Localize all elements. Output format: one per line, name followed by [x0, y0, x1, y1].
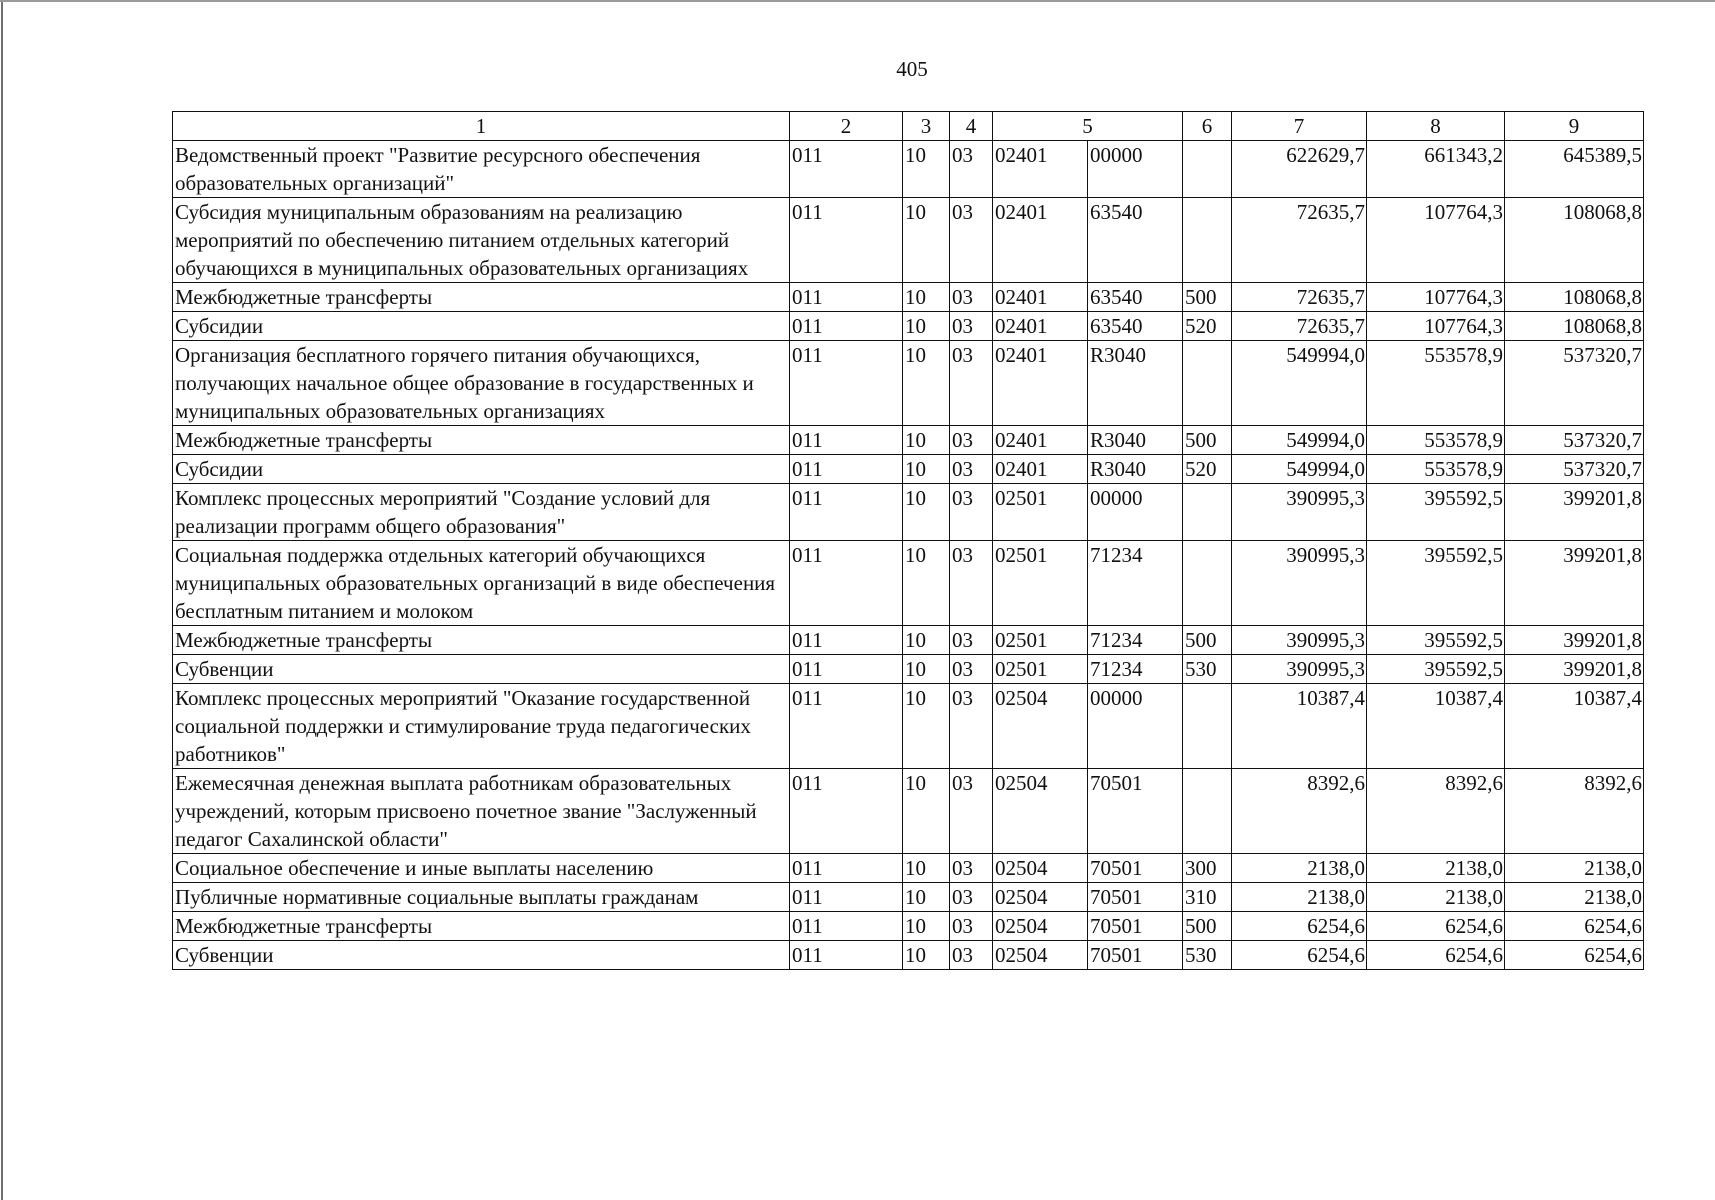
amount-col9-cell: 399201,8 — [1505, 655, 1644, 684]
direction-code-cell: 63540 — [1088, 283, 1183, 312]
program-code-cell: 02504 — [993, 883, 1088, 912]
ministry-code-cell: 011 — [790, 769, 903, 854]
amount-col9-cell: 8392,6 — [1505, 769, 1644, 854]
amount-col9-cell: 645389,5 — [1505, 141, 1644, 198]
scan-edge-left — [1, 0, 3, 1200]
table-header-row — [173, 112, 1644, 141]
amount-col8-cell: 661343,2 — [1367, 141, 1505, 198]
section-code-cell: 10 — [903, 912, 950, 941]
subsection-code-cell: 03 — [950, 883, 993, 912]
row-name-cell: Комплекс процессных мероприятий "Создание условий для реализации программ общего образования" — [173, 484, 790, 541]
table-row — [173, 769, 1644, 854]
ministry-code-cell: 011 — [790, 283, 903, 312]
ministry-code-cell: 011 — [790, 684, 903, 769]
program-code-cell: 02501 — [993, 626, 1088, 655]
amount-col7-cell: 390995,3 — [1232, 484, 1367, 541]
ministry-code-cell: 011 — [790, 912, 903, 941]
page-number: 405 — [896, 57, 928, 81]
ministry-code-cell: 011 — [790, 883, 903, 912]
section-code-cell: 10 — [903, 655, 950, 684]
ministry-code-cell: 011 — [790, 455, 903, 484]
column-header-1: 1 — [173, 112, 790, 141]
amount-col9-cell: 399201,8 — [1505, 484, 1644, 541]
program-code-cell: 02401 — [993, 141, 1088, 198]
subsection-code-cell: 03 — [950, 141, 993, 198]
amount-col9-cell: 537320,7 — [1505, 455, 1644, 484]
ministry-code-cell: 011 — [790, 484, 903, 541]
direction-code-cell: 00000 — [1088, 684, 1183, 769]
program-code-cell: 02401 — [993, 426, 1088, 455]
amount-col8-cell: 6254,6 — [1367, 912, 1505, 941]
subsection-code-cell: 03 — [950, 426, 993, 455]
expense-type-cell: 500 — [1183, 283, 1232, 312]
amount-col8-cell: 395592,5 — [1367, 626, 1505, 655]
program-code-cell: 02401 — [993, 312, 1088, 341]
amount-col7-cell: 390995,3 — [1232, 655, 1367, 684]
row-name-cell: Комплекс процессных мероприятий "Оказание государственной социальной поддержки и стимулирование труда педагогических работников" — [173, 684, 790, 769]
subsection-code-cell: 03 — [950, 655, 993, 684]
section-code-cell: 10 — [903, 541, 950, 626]
section-code-cell: 10 — [903, 684, 950, 769]
expense-type-cell: 500 — [1183, 626, 1232, 655]
amount-col7-cell: 72635,7 — [1232, 283, 1367, 312]
program-code-cell: 02401 — [993, 341, 1088, 426]
column-header-6: 6 — [1183, 112, 1232, 141]
ministry-code-cell: 011 — [790, 312, 903, 341]
ministry-code-cell: 011 — [790, 626, 903, 655]
amount-col8-cell: 395592,5 — [1367, 541, 1505, 626]
section-code-cell: 10 — [903, 769, 950, 854]
amount-col8-cell: 553578,9 — [1367, 341, 1505, 426]
subsection-code-cell: 03 — [950, 854, 993, 883]
scan-edge-top — [0, 0, 1715, 2]
direction-code-cell: R3040 — [1088, 455, 1183, 484]
expense-type-cell: 530 — [1183, 941, 1232, 970]
amount-col7-cell: 549994,0 — [1232, 426, 1367, 455]
column-header-7: 7 — [1232, 112, 1367, 141]
table-row — [173, 141, 1644, 198]
amount-col7-cell: 6254,6 — [1232, 941, 1367, 970]
row-name-cell: Межбюджетные трансферты — [173, 912, 790, 941]
section-code-cell: 10 — [903, 141, 950, 198]
table-row — [173, 854, 1644, 883]
expense-type-cell: 310 — [1183, 883, 1232, 912]
table-row — [173, 426, 1644, 455]
section-code-cell: 10 — [903, 312, 950, 341]
subsection-code-cell: 03 — [950, 198, 993, 283]
amount-col7-cell: 8392,6 — [1232, 769, 1367, 854]
amount-col9-cell: 399201,8 — [1505, 541, 1644, 626]
row-name-cell: Субвенции — [173, 655, 790, 684]
table-row — [173, 684, 1644, 769]
column-header-8: 8 — [1367, 112, 1505, 141]
budget-table — [172, 111, 1644, 970]
section-code-cell: 10 — [903, 941, 950, 970]
amount-col7-cell: 549994,0 — [1232, 455, 1367, 484]
amount-col7-cell: 390995,3 — [1232, 626, 1367, 655]
program-code-cell: 02501 — [993, 541, 1088, 626]
expense-type-cell: 500 — [1183, 426, 1232, 455]
amount-col7-cell: 549994,0 — [1232, 341, 1367, 426]
amount-col9-cell: 108068,8 — [1505, 312, 1644, 341]
direction-code-cell: 70501 — [1088, 854, 1183, 883]
row-name-cell: Межбюджетные трансферты — [173, 626, 790, 655]
amount-col9-cell: 537320,7 — [1505, 341, 1644, 426]
row-name-cell: Ведомственный проект "Развитие ресурсного обеспечения образовательных организаций" — [173, 141, 790, 198]
amount-col9-cell: 108068,8 — [1505, 283, 1644, 312]
row-name-cell: Публичные нормативные социальные выплаты гражданам — [173, 883, 790, 912]
column-header-5: 5 — [993, 112, 1183, 141]
program-code-cell: 02504 — [993, 769, 1088, 854]
program-code-cell: 02504 — [993, 684, 1088, 769]
section-code-cell: 10 — [903, 283, 950, 312]
subsection-code-cell: 03 — [950, 941, 993, 970]
ministry-code-cell: 011 — [790, 655, 903, 684]
expense-type-cell — [1183, 769, 1232, 854]
row-name-cell: Социальная поддержка отдельных категорий обучающихся муниципальных образовательных организаций в виде обеспечения бесплатным питанием и молоком — [173, 541, 790, 626]
expense-type-cell: 530 — [1183, 655, 1232, 684]
column-header-2: 2 — [790, 112, 903, 141]
expense-type-cell — [1183, 341, 1232, 426]
amount-col9-cell: 399201,8 — [1505, 626, 1644, 655]
amount-col9-cell: 6254,6 — [1505, 912, 1644, 941]
column-header-3: 3 — [903, 112, 950, 141]
section-code-cell: 10 — [903, 484, 950, 541]
ministry-code-cell: 011 — [790, 854, 903, 883]
subsection-code-cell: 03 — [950, 283, 993, 312]
amount-col9-cell: 2138,0 — [1505, 883, 1644, 912]
subsection-code-cell: 03 — [950, 769, 993, 854]
amount-col8-cell: 553578,9 — [1367, 455, 1505, 484]
amount-col8-cell: 107764,3 — [1367, 198, 1505, 283]
section-code-cell: 10 — [903, 426, 950, 455]
amount-col9-cell: 6254,6 — [1505, 941, 1644, 970]
amount-col7-cell: 72635,7 — [1232, 312, 1367, 341]
direction-code-cell: 00000 — [1088, 141, 1183, 198]
amount-col8-cell: 8392,6 — [1367, 769, 1505, 854]
direction-code-cell: 70501 — [1088, 883, 1183, 912]
amount-col9-cell: 2138,0 — [1505, 854, 1644, 883]
table-row — [173, 655, 1644, 684]
program-code-cell: 02501 — [993, 655, 1088, 684]
program-code-cell: 02401 — [993, 455, 1088, 484]
program-code-cell: 02504 — [993, 941, 1088, 970]
row-name-cell: Субсидии — [173, 312, 790, 341]
amount-col8-cell: 6254,6 — [1367, 941, 1505, 970]
amount-col8-cell: 107764,3 — [1367, 312, 1505, 341]
row-name-cell: Субсидия муниципальным образованиям на реализацию мероприятий по обеспечению питанием отдельных категорий обучающихся в муниципальных образовательных организациях — [173, 198, 790, 283]
section-code-cell: 10 — [903, 198, 950, 283]
column-header-4: 4 — [950, 112, 993, 141]
amount-col8-cell: 2138,0 — [1367, 883, 1505, 912]
table-row — [173, 941, 1644, 970]
program-code-cell: 02401 — [993, 283, 1088, 312]
amount-col8-cell: 553578,9 — [1367, 426, 1505, 455]
section-code-cell: 10 — [903, 854, 950, 883]
expense-type-cell: 500 — [1183, 912, 1232, 941]
table-row — [173, 484, 1644, 541]
section-code-cell: 10 — [903, 455, 950, 484]
amount-col8-cell: 395592,5 — [1367, 484, 1505, 541]
amount-col7-cell: 6254,6 — [1232, 912, 1367, 941]
program-code-cell: 02504 — [993, 912, 1088, 941]
amount-col7-cell: 390995,3 — [1232, 541, 1367, 626]
amount-col7-cell: 2138,0 — [1232, 883, 1367, 912]
amount-col7-cell: 10387,4 — [1232, 684, 1367, 769]
amount-col7-cell: 622629,7 — [1232, 141, 1367, 198]
subsection-code-cell: 03 — [950, 541, 993, 626]
table-row — [173, 883, 1644, 912]
table-row — [173, 312, 1644, 341]
subsection-code-cell: 03 — [950, 455, 993, 484]
amount-col7-cell: 72635,7 — [1232, 198, 1367, 283]
table-row — [173, 341, 1644, 426]
subsection-code-cell: 03 — [950, 684, 993, 769]
table-row — [173, 912, 1644, 941]
direction-code-cell: 71234 — [1088, 541, 1183, 626]
direction-code-cell: 70501 — [1088, 941, 1183, 970]
ministry-code-cell: 011 — [790, 341, 903, 426]
ministry-code-cell: 011 — [790, 198, 903, 283]
table-row — [173, 626, 1644, 655]
direction-code-cell: 70501 — [1088, 769, 1183, 854]
row-name-cell: Субвенции — [173, 941, 790, 970]
row-name-cell: Субсидии — [173, 455, 790, 484]
ministry-code-cell: 011 — [790, 541, 903, 626]
direction-code-cell: 71234 — [1088, 655, 1183, 684]
ministry-code-cell: 011 — [790, 941, 903, 970]
table-row — [173, 541, 1644, 626]
amount-col9-cell: 537320,7 — [1505, 426, 1644, 455]
expense-type-cell — [1183, 141, 1232, 198]
amount-col8-cell: 107764,3 — [1367, 283, 1505, 312]
amount-col7-cell: 2138,0 — [1232, 854, 1367, 883]
section-code-cell: 10 — [903, 883, 950, 912]
expense-type-cell: 520 — [1183, 455, 1232, 484]
direction-code-cell: 71234 — [1088, 626, 1183, 655]
table-body — [173, 141, 1644, 970]
program-code-cell: 02501 — [993, 484, 1088, 541]
amount-col8-cell: 395592,5 — [1367, 655, 1505, 684]
direction-code-cell: 00000 — [1088, 484, 1183, 541]
expense-type-cell — [1183, 484, 1232, 541]
subsection-code-cell: 03 — [950, 626, 993, 655]
row-name-cell: Ежемесячная денежная выплата работникам образовательных учреждений, которым присвоено почетное звание "Заслуженный педагог Сахалинской области" — [173, 769, 790, 854]
table-row — [173, 283, 1644, 312]
direction-code-cell: R3040 — [1088, 426, 1183, 455]
expense-type-cell — [1183, 684, 1232, 769]
direction-code-cell: R3040 — [1088, 341, 1183, 426]
program-code-cell: 02504 — [993, 854, 1088, 883]
section-code-cell: 10 — [903, 626, 950, 655]
ministry-code-cell: 011 — [790, 141, 903, 198]
expense-type-cell — [1183, 541, 1232, 626]
expense-type-cell: 300 — [1183, 854, 1232, 883]
row-name-cell: Организация бесплатного горячего питания обучающихся, получающих начальное общее образование в государственных и муниципальных образовательных организациях — [173, 341, 790, 426]
subsection-code-cell: 03 — [950, 312, 993, 341]
direction-code-cell: 63540 — [1088, 198, 1183, 283]
table-row — [173, 455, 1644, 484]
amount-col9-cell: 108068,8 — [1505, 198, 1644, 283]
amount-col9-cell: 10387,4 — [1505, 684, 1644, 769]
direction-code-cell: 70501 — [1088, 912, 1183, 941]
subsection-code-cell: 03 — [950, 912, 993, 941]
row-name-cell: Межбюджетные трансферты — [173, 426, 790, 455]
program-code-cell: 02401 — [993, 198, 1088, 283]
section-code-cell: 10 — [903, 341, 950, 426]
row-name-cell: Межбюджетные трансферты — [173, 283, 790, 312]
table-row — [173, 198, 1644, 283]
direction-code-cell: 63540 — [1088, 312, 1183, 341]
subsection-code-cell: 03 — [950, 484, 993, 541]
row-name-cell: Социальное обеспечение и иные выплаты населению — [173, 854, 790, 883]
ministry-code-cell: 011 — [790, 426, 903, 455]
amount-col8-cell: 10387,4 — [1367, 684, 1505, 769]
column-header-9: 9 — [1505, 112, 1644, 141]
amount-col8-cell: 2138,0 — [1367, 854, 1505, 883]
subsection-code-cell: 03 — [950, 341, 993, 426]
expense-type-cell: 520 — [1183, 312, 1232, 341]
expense-type-cell — [1183, 198, 1232, 283]
